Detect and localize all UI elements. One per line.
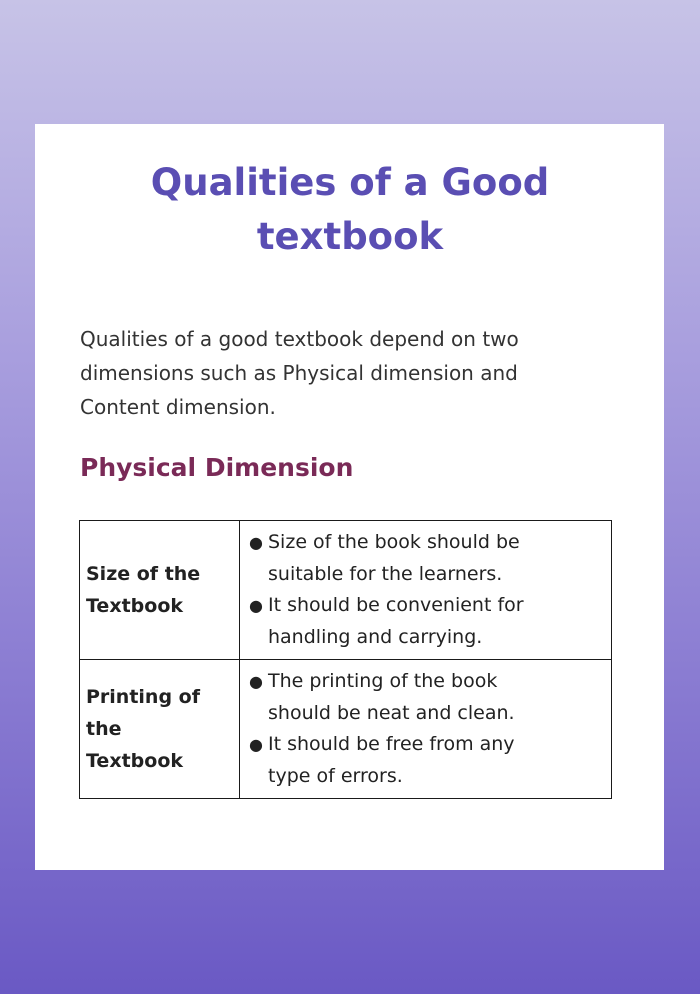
page-title-line: Qualities of a Good <box>150 161 550 204</box>
bullet-icon: ● <box>249 596 263 615</box>
bullet-text: suitable for the learners. <box>268 562 503 585</box>
list-item <box>249 729 611 792</box>
intro-line: Qualities of a good textbook depend on two <box>80 327 519 351</box>
bullet-text: The printing of the book <box>268 670 498 692</box>
bullet-text: Size of the book should be <box>268 531 520 553</box>
row-label: Printing of <box>86 686 200 708</box>
row-label: Textbook <box>86 750 184 772</box>
intro-line: Content dimension. <box>80 395 276 419</box>
table-row <box>80 521 612 660</box>
bullet-list <box>240 527 611 653</box>
qualities-table <box>79 520 612 799</box>
section-heading: Physical Dimension <box>80 453 354 482</box>
row-bullets-cell <box>240 521 612 660</box>
row-label-cell <box>80 660 240 799</box>
table-row <box>80 660 612 799</box>
bullet-icon: ● <box>249 533 263 552</box>
bullet-list <box>240 666 611 792</box>
list-item <box>249 666 611 729</box>
page-title <box>0 156 700 264</box>
bullet-text: type of errors. <box>268 764 403 787</box>
row-label: the <box>86 718 122 740</box>
list-item <box>249 590 611 653</box>
page-title-line: textbook <box>256 215 444 258</box>
bullet-icon: ● <box>249 672 263 691</box>
bullet-text: It should be convenient for <box>268 594 524 616</box>
intro-line: dimensions such as Physical dimension and <box>80 361 518 385</box>
bullet-text: It should be free from any <box>268 733 515 755</box>
list-item <box>249 527 611 590</box>
bullet-text: handling and carrying. <box>268 625 483 648</box>
row-label-cell <box>80 521 240 660</box>
intro-paragraph <box>80 322 600 424</box>
row-bullets-cell <box>240 660 612 799</box>
row-label: Textbook <box>86 595 184 617</box>
bullet-icon: ● <box>249 735 263 754</box>
row-label: Size of the <box>86 563 201 585</box>
bullet-text: should be neat and clean. <box>268 701 515 724</box>
